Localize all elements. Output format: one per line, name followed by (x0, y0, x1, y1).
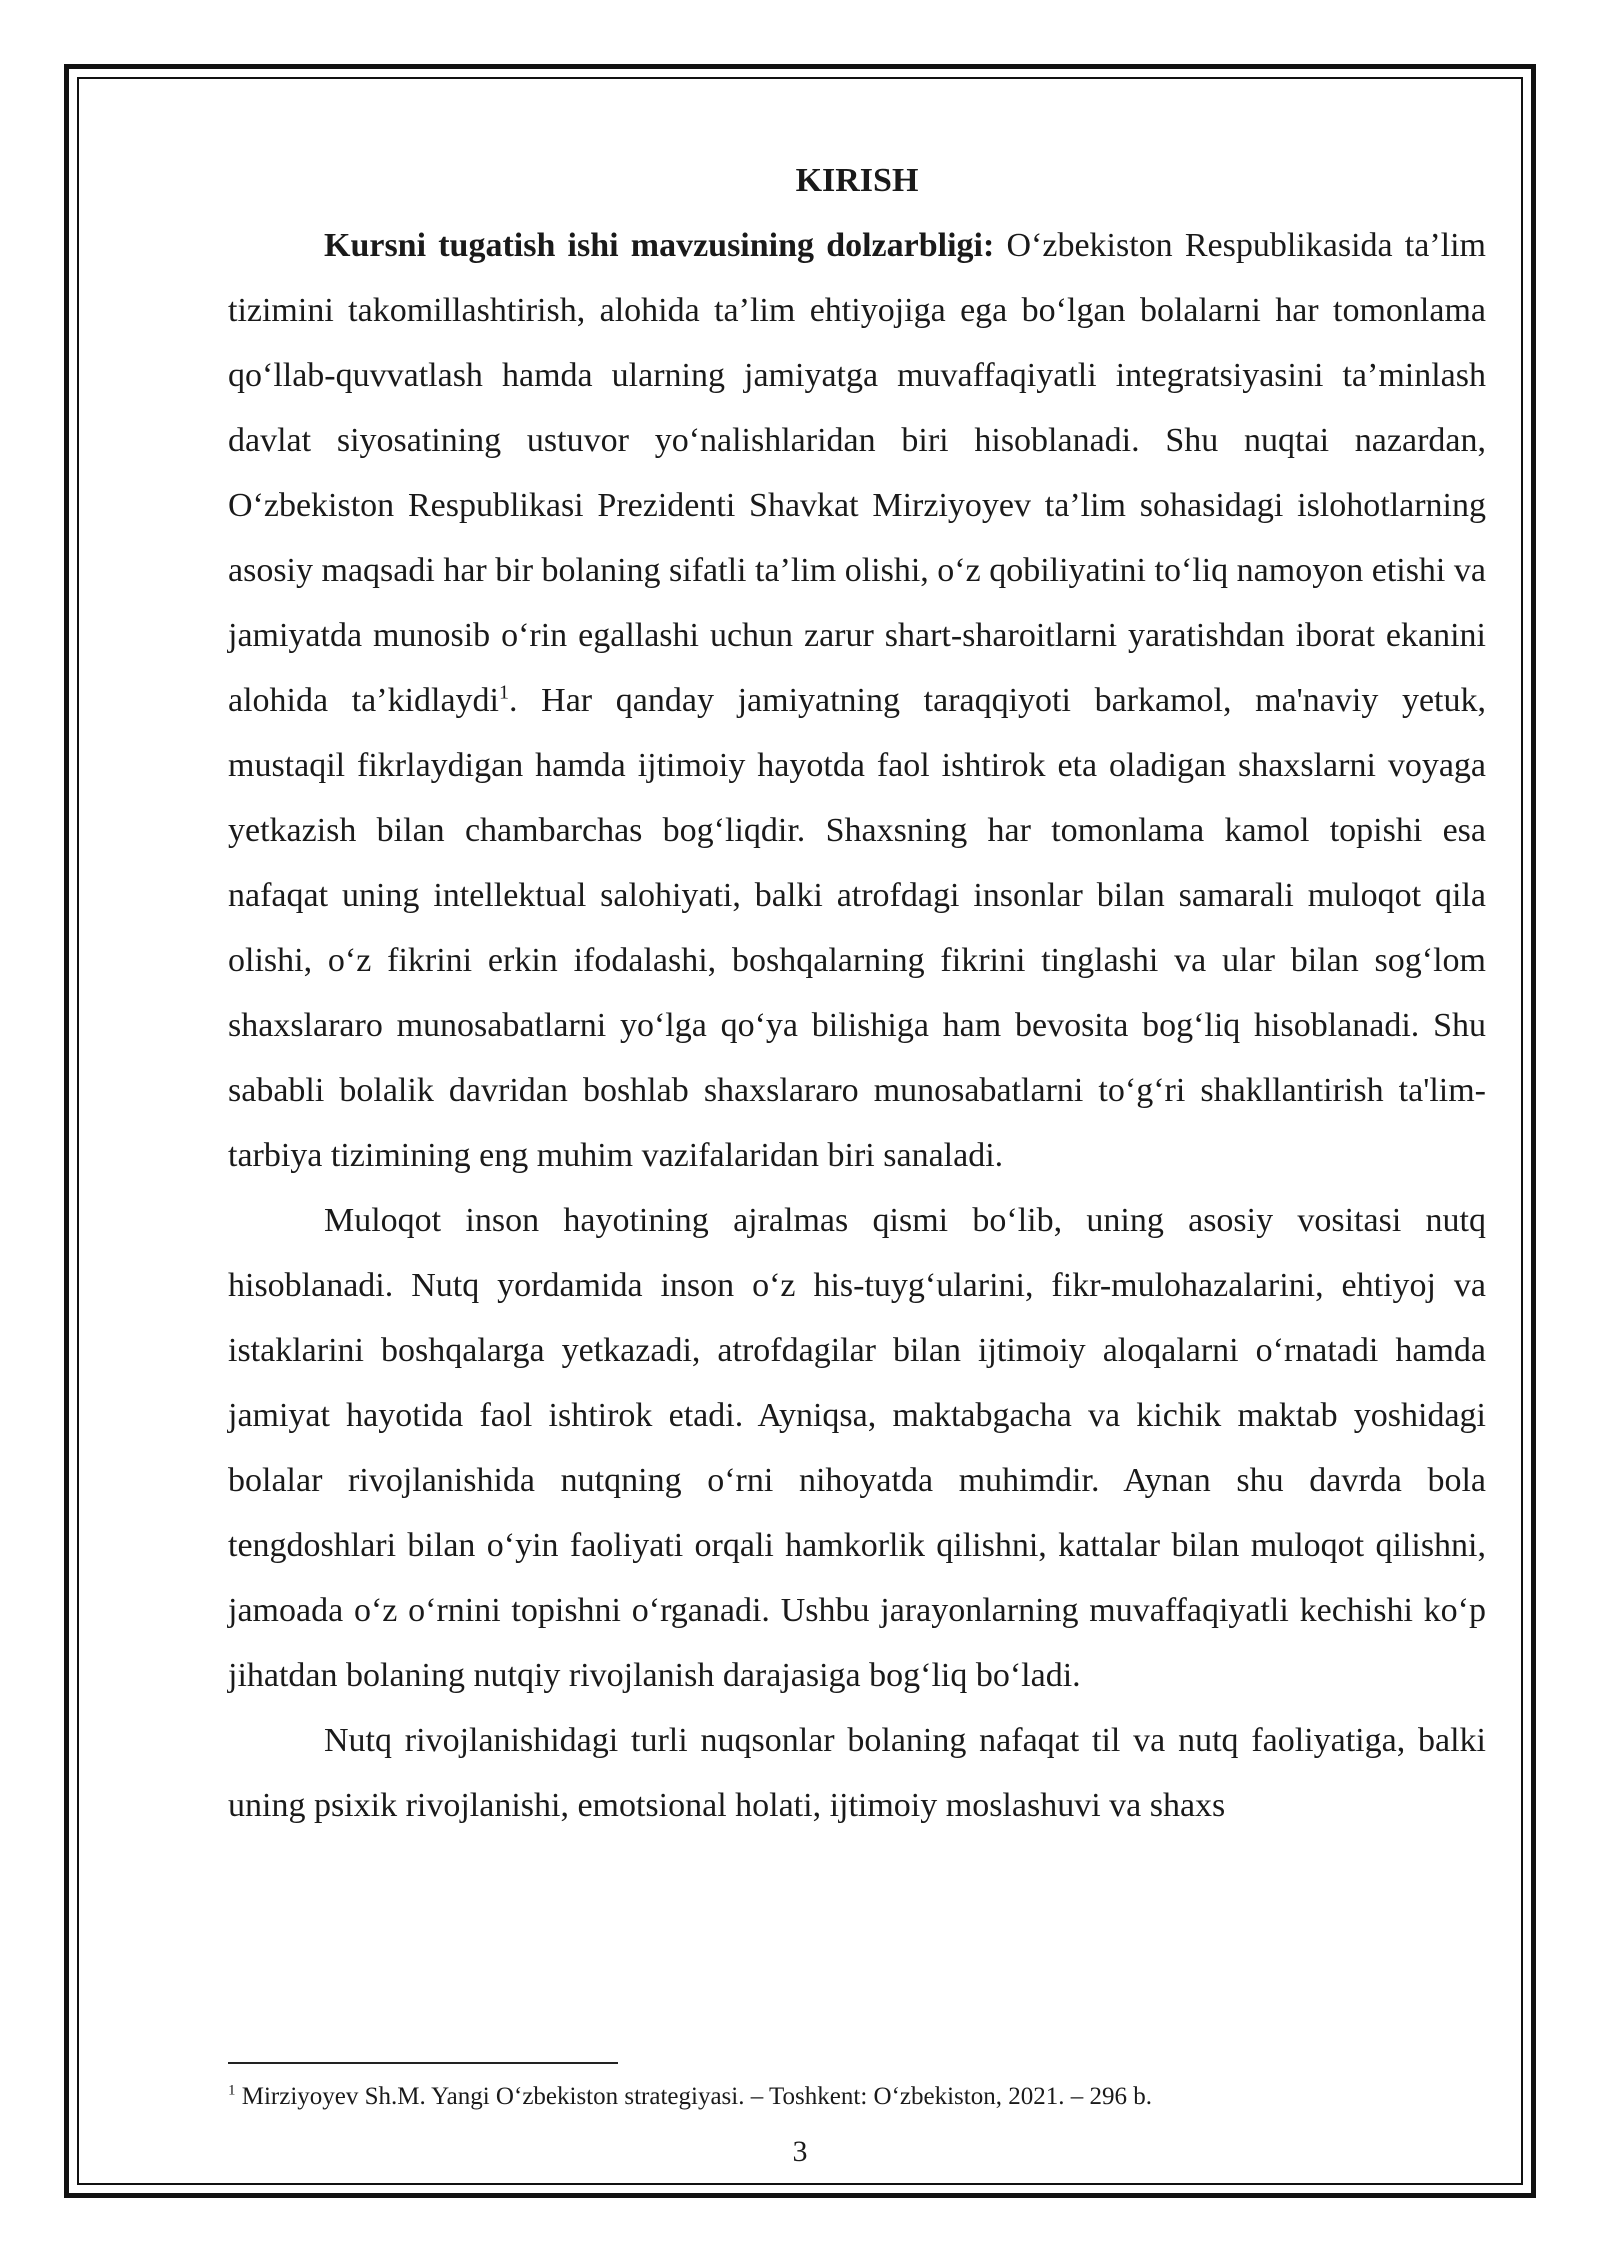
section-title: KIRISH (795, 162, 919, 199)
paragraph-1 (228, 213, 1486, 1188)
footnote-reference[interactable]: 1 (499, 681, 510, 704)
footnote-marker: 1 (228, 2082, 236, 2099)
page-number: 3 (792, 2135, 808, 2168)
page-body (228, 148, 1486, 1838)
paragraph-1-continuation: . Har qanday jamiyatning taraqqiyoti barkamol, ma'naviy yetuk, mustaqil fikrlaydigan hamda ijtimoiy hayotda faol ishtirok eta oladigan shaxslarni voyaga yetkazish bilan chambarchas bog‘liqdir. Shaxsning har tomonlama kamol topishi esa nafaqat uning intellektual salohiyati, balki atrofdagi insonlar bilan samarali muloqot qila olishi, o‘z fikrini erkin ifodalashi, boshqalarning fikrini tinglashi va ular bilan sog‘lom shaxslararo munosabatlarni yo‘lga qo‘ya bilishiga ham bevosita bog‘liq hisoblanadi. Shu sababli bolalik davridan boshlab shaxslararo munosabatlarni to‘g‘ri shakllantirish ta'lim-tarbiya tizimining eng muhim vazifalaridan biri sanaladi. (228, 682, 1486, 1174)
footnote-text: Mirziyoyev Sh.M. Yangi O‘zbekiston strategiyasi. – Toshkent: O‘zbekiston, 2021. – 296 b. (235, 2083, 1152, 2110)
paragraph-1-text: O‘zbekiston Respublikasida ta’lim tizimini takomillashtirish, alohida ta’lim ehtiyojiga ega bo‘lgan bolalarni har tomonlama qo‘llab-quvvatlash hamda ularning jamiyatga muvaffaqiyatli integratsiyasini ta’minlash davlat siyosatining ustuvor yo‘nalishlaridan biri hisoblanadi. Shu nuqtai nazardan, O‘zbekiston Respublikasi Prezidenti Shavkat Mirziyoyev ta’lim sohasidagi islohotlarning asosiy maqsadi har bir bolaning sifatli ta’lim olishi, o‘z qobiliyatini to‘liq namoyon etishi va jamiyatda munosib o‘rin egallashi uchun zarur shart-sharoitlarni yaratishdan iborat ekanini alohida ta’kidlaydi (228, 227, 1486, 719)
paragraph-lead: Kursni tugatish ishi mavzusining dolzarbligi: (324, 227, 995, 264)
paragraph-3: Nutq rivojlanishidagi turli nuqsonlar bolaning nafaqat til va nutq faoliyatiga, balki uning psixik rivojlanishi, emotsional holati, ijtimoiy moslashuvi va shaxs (228, 1722, 1486, 1824)
footnote-separator (228, 2062, 618, 2064)
paragraph-2: Muloqot inson hayotining ajralmas qismi bo‘lib, uning asosiy vositasi nutq hisoblanadi. Nutq yordamida inson o‘z his-tuyg‘ularini, fikr-mulohazalarini, ehtiyoj va istaklarini boshqalarga yetkazadi, atrofdagilar bilan ijtimoiy aloqalarni o‘rnatadi hamda jamiyat hayotida faol ishtirok etadi. Ayniqsa, maktabgacha va kichik maktab yoshidagi bolalar rivojlanishida nutqning o‘rni nihoyatda muhimdir. Aynan shu davrda bola tengdoshlari bilan o‘yin faoliyati orqali hamkorlik qilishni, kattalar bilan muloqot qilishni, jamoada o‘z o‘rnini topishni o‘rganadi. Ushbu jarayonlarning muvaffaqiyatli kechishi ko‘p jihatdan bolaning nutqiy rivojlanish darajasiga bog‘liq bo‘ladi. (228, 1202, 1486, 1694)
footnote (228, 2080, 1486, 2114)
